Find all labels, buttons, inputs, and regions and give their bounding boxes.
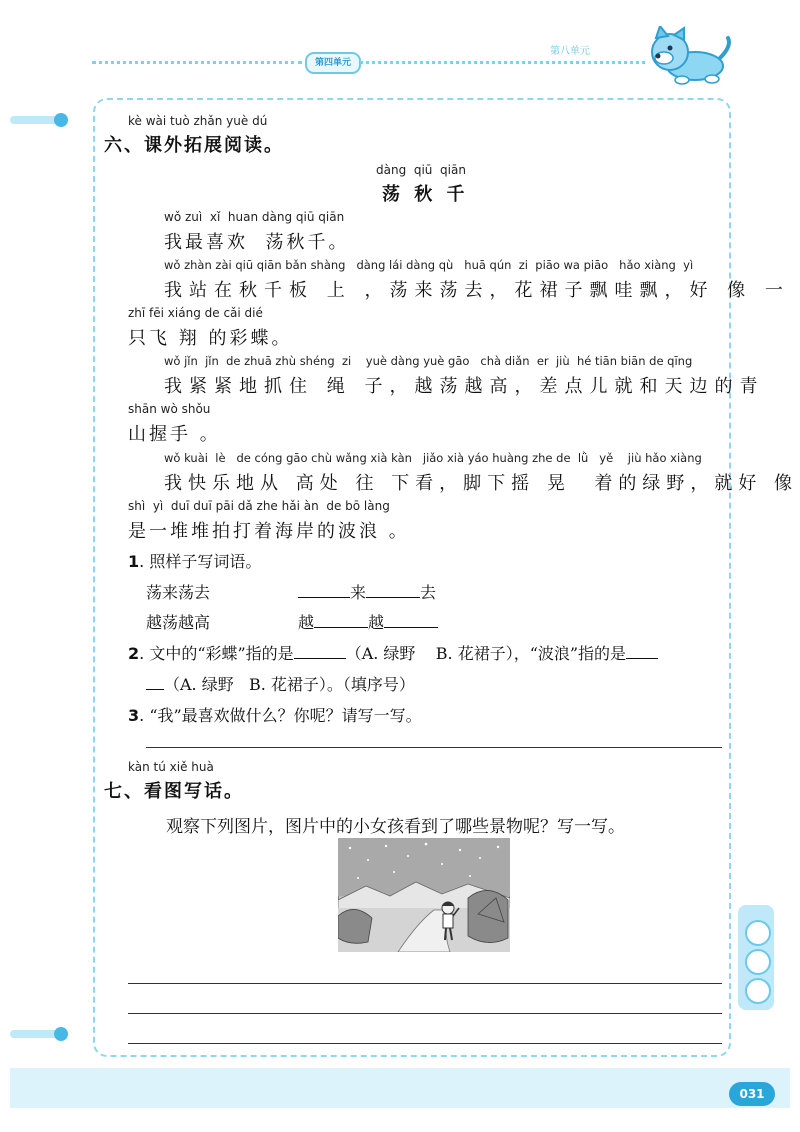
footer-band: [10, 1068, 790, 1108]
section6-title: 六、课外拓展阅读。: [104, 135, 284, 156]
q1-row2-start: 越: [298, 613, 315, 632]
q1-row2-mid: 越: [368, 613, 385, 632]
question-3-text: . “我”最喜欢做什么？你呢？请写一写。: [139, 706, 422, 725]
question-3-number: 3: [128, 706, 140, 725]
q1-example-1: 荡来荡去: [146, 583, 211, 602]
poem-line-3-pinyin: zhī fēi xiáng de cǎi dié: [128, 306, 263, 320]
bone-decoration-bottom: [10, 1030, 60, 1038]
question-1-text: . 照样子写词语。: [139, 552, 262, 571]
poem-line-6-text: 我快乐地从 高处 往 下看，脚下摇 晃 着的绿野，就好 像: [164, 473, 799, 494]
bone-end-top: [54, 113, 68, 127]
question-1-number: 1: [128, 552, 140, 571]
girl-night-sky-illustration: [338, 838, 510, 952]
writing-line-3[interactable]: [128, 1043, 722, 1044]
poem-line-7-text: 是一堆堆拍打着海岸的波浪 。: [128, 521, 410, 542]
q1-blank-2b[interactable]: [384, 613, 438, 628]
poem-title-pinyin: dàng qiū qiān: [376, 163, 466, 177]
poem-line-2-text: 我站在秋千板 上 ，荡来荡去，花裙子飘哇飘，好 像 一: [164, 280, 790, 301]
question-2-line-1: [128, 641, 658, 664]
poem-line-6-pinyin: wǒ kuài lè de cóng gāo chù wǎng xià kàn jiǎo xià yáo huàng zhe de lǜ yě jiù hǎo xiàng: [164, 451, 702, 465]
poem-line-5-pinyin: shān wò shǒu: [128, 402, 211, 416]
section6-pinyin: kè wài tuò zhǎn yuè dú: [128, 114, 268, 128]
poem-line-7-pinyin: shì yì duī duī pāi dǎ zhe hǎi àn de bō làng: [128, 499, 390, 513]
writing-line-2[interactable]: [128, 1013, 722, 1014]
side-tab-circle-1: [745, 920, 771, 946]
poem-line-3-text: 只飞 翔 的彩蝶。: [128, 328, 293, 349]
poem-line-4-text: 我紧紧地抓住 绳 子，越荡越高，差点儿就和天边的青: [164, 376, 765, 397]
q1-blank-1b[interactable]: [366, 583, 420, 598]
poem-line-5-text: 山握手 。: [128, 424, 221, 445]
page-number: 031: [729, 1082, 775, 1106]
q2-blank-1[interactable]: [294, 644, 346, 659]
header-dotted-line-right: [360, 61, 645, 64]
question-1: [128, 549, 261, 572]
question-2-number: 2: [128, 644, 140, 663]
poem-line-4-pinyin: wǒ jǐn jǐn de zhuā zhù shéng zi yuè dàng yuè gāo chà diǎn er jiù hé tiān biān de qīng: [164, 354, 693, 368]
question-2-part-2: （A. 绿野 B. 花裙子），“波浪”指的是: [345, 644, 627, 663]
q2-blank-2-cont[interactable]: [146, 675, 164, 690]
side-tab-circle-2: [745, 949, 771, 975]
poem-line-2-pinyin: wǒ zhàn zài qiū qiān bǎn shàng dàng lái dàng qù huā qún zi piāo wa piāo hǎo xiàng yì: [164, 258, 694, 272]
q2-blank-2[interactable]: [626, 644, 658, 659]
bone-end-bottom: [54, 1027, 68, 1041]
dog-mascot-icon: [640, 26, 735, 88]
question-2-line-2: [146, 672, 415, 695]
q1-row1-end: 去: [420, 583, 437, 602]
q1-example-2: 越荡越高: [146, 613, 211, 632]
q1-blank-2a[interactable]: [314, 613, 368, 628]
q1-answer-row-1: [298, 580, 436, 603]
unit-badge: 第四单元: [305, 52, 361, 74]
side-tab-circle-3: [745, 978, 771, 1004]
section7-title: 七、看图写话。: [104, 781, 244, 802]
question-3: [128, 703, 422, 726]
writing-line-1[interactable]: [128, 983, 722, 984]
header-dotted-line-left: [92, 61, 302, 64]
section7-prompt: 观察下列图片，图片中的小女孩看到了哪些景物呢？写一写。: [166, 817, 625, 837]
poem-title: 荡 秋 千: [382, 184, 469, 205]
section7-pinyin: kàn tú xiě huà: [128, 760, 214, 774]
q1-row1-mid: 来: [350, 583, 367, 602]
q1-answer-row-2: [298, 610, 438, 633]
bone-decoration-top: [10, 116, 60, 124]
question-2-part-3: （A. 绿野 B. 花裙子）。（填序号）: [164, 675, 415, 694]
poem-line-1-pinyin: wǒ zuì xǐ huan dàng qiū qiān: [164, 210, 345, 224]
q1-blank-1a[interactable]: [298, 583, 350, 598]
q3-answer-line[interactable]: [146, 747, 722, 748]
poem-line-1-text: 我最喜欢 荡秋千。: [164, 232, 350, 253]
question-2-part-1: . 文中的“彩蝶”指的是: [139, 644, 294, 663]
unit-side-label: 第八单元: [550, 46, 590, 57]
